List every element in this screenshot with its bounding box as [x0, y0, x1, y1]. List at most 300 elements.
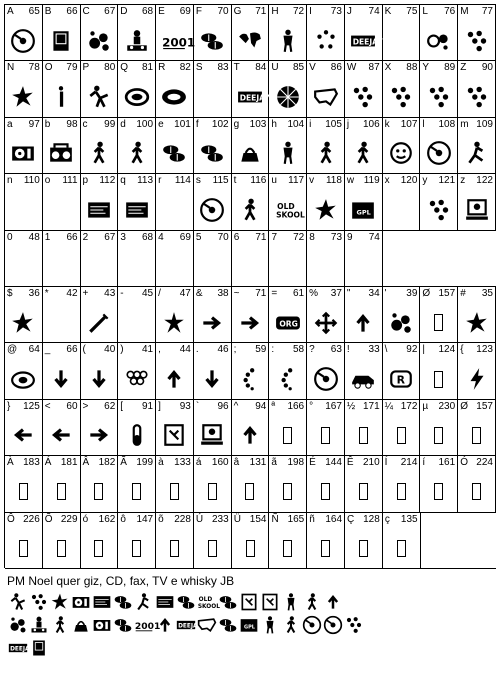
chip-icon — [48, 28, 74, 54]
glyph-cell — [269, 118, 307, 174]
glyph-code: 106 — [362, 118, 380, 130]
glyph-preview — [194, 533, 231, 564]
missing-glyph-box — [208, 483, 217, 500]
glyph-cell — [194, 513, 232, 569]
dots-icon — [464, 28, 490, 54]
glyph-preview — [345, 363, 382, 394]
glyph-code: 74 — [368, 231, 380, 243]
glyph-char-label: 0 — [7, 231, 13, 243]
glyph-code: 122 — [476, 175, 493, 187]
glyph-preview — [118, 25, 155, 56]
pills-icon — [113, 615, 133, 635]
glyph-preview — [232, 420, 269, 451]
glyph-cell — [420, 456, 458, 512]
glyph-code: 94 — [255, 400, 267, 412]
glyph-cell — [81, 400, 119, 456]
svg-text:DEEJAY: DEEJAY — [10, 646, 34, 652]
glyph-preview — [118, 476, 155, 507]
glyph-code: 43 — [104, 287, 116, 299]
lightning-icon — [464, 366, 490, 392]
glyph-preview — [269, 363, 306, 394]
glyph-preview — [156, 138, 193, 169]
glyph-code: 37 — [330, 287, 342, 299]
glyph-preview — [118, 194, 155, 225]
glyph-code: 35 — [481, 287, 493, 299]
glyph-cell — [232, 287, 270, 343]
glyph-preview — [194, 476, 231, 507]
glyph-code: 66 — [66, 6, 78, 17]
glyph-preview — [307, 307, 344, 338]
glyph-cell — [307, 231, 345, 287]
deejay-logo-icon — [8, 638, 34, 658]
glyph-char-label: d — [120, 118, 126, 130]
glyph-code: 90 — [481, 62, 493, 74]
glyph-cell — [307, 456, 345, 512]
glyph-code: 111 — [62, 175, 78, 187]
glyph-preview — [194, 363, 231, 394]
glyph-char-label: * — [44, 287, 49, 299]
glyph-code: 172 — [400, 400, 418, 412]
glyph-preview — [43, 420, 80, 451]
glyph-preview — [232, 251, 269, 282]
glyph-code: 78 — [28, 62, 40, 74]
glyph-char-label: Ñ — [271, 513, 279, 525]
glyph-preview — [118, 307, 155, 338]
glyph-cell — [118, 174, 156, 230]
glyph-code: 121 — [438, 175, 456, 187]
glyph-char-label: ] — [158, 400, 161, 412]
blank-icon — [388, 28, 414, 54]
dancer-icon — [50, 615, 70, 635]
glyph-cell — [156, 343, 194, 399]
missing-glyph-box — [94, 483, 103, 500]
glyph-code: 101 — [174, 118, 191, 130]
glyph-char-label: ) — [120, 344, 124, 356]
glyph-char-label: J — [346, 6, 352, 17]
glyph-cell — [81, 287, 119, 343]
arrow-left-icon — [10, 422, 36, 448]
glyph-preview — [307, 194, 344, 225]
glyph-cell — [118, 400, 156, 456]
glyph-preview — [5, 307, 42, 338]
blank-icon — [10, 253, 36, 279]
glyph-preview — [269, 25, 306, 56]
arrow-down-icon — [48, 366, 74, 392]
glyph-char-label: ( — [82, 344, 86, 356]
glyph-cell — [420, 5, 458, 61]
glyph-code: 183 — [23, 457, 40, 469]
glyph-preview — [383, 25, 420, 56]
dots-arc-icon — [275, 366, 301, 392]
arrow-cross-icon — [313, 310, 339, 336]
glyph-preview — [345, 194, 382, 225]
glyph-code: 230 — [438, 400, 456, 412]
old-skool-icon — [197, 592, 220, 612]
skater-icon — [134, 592, 154, 612]
glyph-cell — [81, 513, 119, 569]
blank-icon — [161, 197, 187, 223]
glyph-preview — [81, 194, 118, 225]
glyph-preview — [420, 420, 457, 451]
glyph-char-label: 8 — [309, 231, 315, 243]
glyph-preview — [118, 363, 155, 394]
glyph-code: 39 — [406, 287, 418, 299]
missing-glyph-box — [434, 314, 443, 331]
glyph-preview — [156, 81, 193, 112]
glyph-preview — [420, 25, 457, 56]
glyph-char-label: f — [195, 118, 199, 130]
glyph-preview — [5, 533, 42, 564]
turntable-icon — [10, 140, 36, 166]
specimen-row — [8, 590, 478, 613]
glyph-cell — [269, 287, 307, 343]
blank-icon — [199, 253, 225, 279]
glyph-preview — [232, 533, 269, 564]
glyph-code: 166 — [287, 400, 305, 412]
glyph-char-label: } — [7, 400, 11, 412]
glyph-char-label: k — [384, 118, 390, 130]
glyph-char-label: [ — [120, 400, 124, 412]
glyph-cell — [307, 61, 345, 117]
glyph-char-label: > — [82, 400, 89, 412]
flyer-icon — [92, 592, 112, 612]
glyph-char-label: % — [309, 287, 319, 299]
glyph-char-label: 1 — [44, 231, 51, 243]
org-logo-icon — [275, 310, 301, 336]
glyph-char-label: z — [460, 175, 466, 187]
glyph-preview — [269, 533, 306, 564]
glyph-code: 91 — [141, 400, 154, 412]
capsule-icon — [124, 422, 150, 448]
glyph-char-label: ~ — [233, 287, 240, 299]
glyph-preview — [307, 25, 344, 56]
glyph-char-label: U — [271, 62, 279, 74]
blank-icon — [275, 253, 301, 279]
glyph-cell — [5, 456, 43, 512]
glyph-code: 98 — [66, 118, 78, 130]
glyph-preview — [81, 476, 118, 507]
glyph-char-label: p — [82, 175, 89, 187]
glyph-cell — [81, 5, 119, 61]
glyph-cell — [5, 513, 43, 569]
glyph-cell — [420, 174, 458, 230]
glyph-code: 118 — [325, 175, 342, 187]
person-icon — [275, 140, 301, 166]
arrow-right-icon — [237, 310, 263, 336]
glyph-code: 115 — [212, 175, 229, 187]
glyph-cell — [232, 400, 270, 456]
pills-icon — [199, 28, 225, 54]
glyph-preview — [383, 194, 420, 225]
glyph-cell — [383, 343, 421, 399]
glyph-code: 84 — [255, 62, 267, 74]
svg-text:OLD: OLD — [198, 596, 213, 603]
missing-glyph-box — [283, 427, 292, 444]
dancer-icon — [350, 140, 376, 166]
grid-row — [5, 456, 496, 512]
glyph-code: 93 — [179, 400, 191, 412]
dots-arc-icon — [237, 366, 263, 392]
glyph-cell — [345, 287, 383, 343]
fighter-icon — [86, 84, 112, 110]
svg-text:GPL: GPL — [244, 623, 255, 630]
glyph-code: 40 — [104, 344, 116, 356]
glyph-code: 67 — [104, 6, 116, 17]
glyph-code: 67 — [104, 231, 116, 243]
arrow-down-icon — [199, 366, 225, 392]
glyph-cell — [43, 400, 81, 456]
glyph-code: 182 — [98, 457, 116, 469]
glyph-char-label: W — [346, 62, 357, 74]
glyph-cell — [383, 5, 421, 61]
glyph-char-label: K — [384, 6, 392, 17]
glyph-preview — [232, 138, 269, 169]
glyph-cell — [458, 231, 496, 287]
r-logo-icon — [388, 366, 414, 392]
glyph-code: 110 — [23, 175, 40, 187]
cd-icon — [199, 197, 225, 223]
smiley-icon — [388, 140, 414, 166]
usa-map-icon — [197, 615, 217, 635]
glyph-cell — [232, 343, 270, 399]
glyph-preview — [307, 363, 344, 394]
glyph-preview — [81, 363, 118, 394]
turntable-icon — [92, 615, 112, 635]
glyph-code: 114 — [174, 175, 191, 187]
glyph-cell — [232, 174, 270, 230]
glyph-cell — [194, 231, 232, 287]
glyph-cell — [43, 513, 81, 569]
glyph-cell — [118, 231, 156, 287]
glyph-preview — [43, 194, 80, 225]
missing-glyph-box — [434, 483, 443, 500]
glyph-cell — [269, 456, 307, 512]
glyph-char-label: g — [233, 118, 240, 130]
speaker-icon — [10, 366, 36, 392]
glyph-code: 154 — [249, 513, 267, 525]
missing-glyph-box — [132, 540, 141, 557]
glyph-char-label: Â — [82, 457, 90, 469]
glyph-preview — [5, 476, 42, 507]
blank-icon — [388, 197, 414, 223]
blank-icon — [86, 253, 112, 279]
glyph-char-label: , — [158, 344, 161, 356]
glyph-cell — [118, 513, 156, 569]
glyph-preview — [81, 533, 118, 564]
glyph-cell — [232, 5, 270, 61]
2001-logo-icon — [134, 615, 161, 635]
dots-icon — [426, 84, 452, 110]
glyph-char-label: v — [309, 175, 315, 187]
glyph-cell — [307, 174, 345, 230]
glyph-char-label: H — [271, 6, 279, 17]
glyph-cell — [269, 231, 307, 287]
glyph-char-label: ` — [195, 400, 200, 412]
glyph-char-label: b — [44, 118, 51, 130]
glyph-code: 199 — [136, 457, 154, 469]
glyph-code: 144 — [325, 457, 342, 469]
glyph-preview — [232, 476, 269, 507]
glyph-preview — [156, 363, 193, 394]
glyph-code: 73 — [330, 6, 342, 17]
glyph-preview — [232, 307, 269, 338]
glyph-cell — [458, 343, 496, 399]
glyph-preview — [5, 420, 42, 451]
pills-icon — [218, 615, 238, 635]
glyph-code: 80 — [104, 62, 116, 74]
glyph-cell — [345, 174, 383, 230]
blank-icon — [313, 253, 339, 279]
missing-glyph-box — [283, 483, 292, 500]
pills-icon — [218, 592, 238, 612]
boombox-icon — [48, 140, 74, 166]
glyph-specimen — [8, 590, 478, 659]
glyph-char-label: M — [460, 6, 469, 17]
glyph-preview — [458, 307, 495, 338]
glyph-char-label: 7 — [271, 231, 278, 243]
glyph-cell — [118, 287, 156, 343]
glyph-char-label: S — [195, 62, 203, 74]
glyph-cell — [118, 5, 156, 61]
glyph-code: 41 — [141, 344, 154, 356]
glyph-char-label: À — [7, 457, 14, 469]
glyph-code: 82 — [179, 62, 191, 74]
glyph-preview — [43, 476, 80, 507]
glyph-char-label: 9 — [347, 231, 353, 243]
glyph-cell — [420, 400, 458, 456]
glyph-preview — [194, 307, 231, 338]
missing-glyph-box — [321, 483, 330, 500]
glyph-code: 46 — [217, 344, 229, 356]
glyph-cell — [5, 118, 43, 174]
glyph-char-label: s — [195, 175, 201, 187]
glyph-preview — [81, 138, 118, 169]
person-icon — [275, 28, 301, 54]
glyph-cell — [156, 118, 194, 174]
glyph-preview — [345, 420, 382, 451]
glyph-code: 33 — [368, 344, 380, 356]
glyph-char-label: Ø — [460, 400, 468, 412]
glyph-char-label: $ — [7, 287, 13, 299]
glyph-code: 171 — [362, 400, 380, 412]
glyph-char-label: L — [422, 6, 428, 17]
glyph-code: 76 — [444, 6, 456, 17]
glyph-char-label: ° — [309, 400, 314, 412]
glyph-code: 69 — [179, 231, 191, 243]
glyph-code: 70 — [217, 231, 229, 243]
glyph-cell — [383, 456, 421, 512]
glyph-preview — [5, 363, 42, 394]
grid-row — [5, 118, 496, 174]
glyph-code: 214 — [400, 457, 418, 469]
glyph-char-label: P — [82, 62, 90, 74]
glyph-char-label: N — [7, 62, 15, 74]
cd-icon — [10, 28, 36, 54]
glyph-code: 74 — [368, 6, 380, 17]
sparkle-icon — [313, 28, 339, 54]
glyph-char-label: Á — [44, 457, 52, 469]
glyph-preview — [5, 251, 42, 282]
glyph-char-label: Ç — [347, 513, 355, 525]
glyph-preview — [458, 420, 495, 451]
glyph-cell — [307, 5, 345, 61]
flyer-icon — [124, 197, 150, 223]
glyph-code: 89 — [444, 62, 456, 74]
glyph-preview — [43, 81, 80, 112]
glyph-preview — [118, 420, 155, 451]
person-icon — [260, 615, 280, 635]
glyph-char-label: h — [271, 118, 277, 130]
glyph-code: 47 — [179, 287, 191, 299]
glyph-char-label: ç — [384, 513, 390, 525]
glyph-preview — [307, 533, 344, 564]
skater-icon — [464, 140, 490, 166]
glyph-char-label: C — [82, 6, 90, 17]
missing-glyph-box — [472, 427, 481, 444]
glyph-cell — [458, 456, 496, 512]
arrow-up-icon — [323, 592, 343, 612]
glyph-cell — [307, 400, 345, 456]
glyph-cell — [458, 513, 496, 569]
glyph-cell — [307, 118, 345, 174]
glyph-preview — [345, 25, 382, 56]
glyph-char-label: B — [44, 6, 52, 17]
glyph-code: 105 — [325, 118, 342, 130]
glyph-code: 97 — [28, 118, 40, 130]
glyph-char-label: \ — [384, 344, 388, 356]
glyph-cell — [269, 400, 307, 456]
grid-row — [5, 231, 496, 287]
glyph-cell — [345, 513, 383, 569]
grid-row — [5, 5, 496, 61]
glyph-char-label: E — [158, 6, 165, 17]
glyph-code: 60 — [66, 400, 78, 412]
glyph-preview — [383, 307, 420, 338]
glyph-preview — [383, 476, 420, 507]
glyph-char-label: Q — [120, 62, 129, 74]
glyph-cell — [5, 287, 43, 343]
glyph-preview — [194, 25, 231, 56]
glyph-preview — [420, 476, 457, 507]
glyph-char-label: Ô — [7, 513, 15, 525]
glyph-cell — [43, 118, 81, 174]
glyph-cell — [43, 456, 81, 512]
cake-icon — [237, 140, 263, 166]
dots-icon — [464, 84, 490, 110]
glyph-char-label: { — [460, 344, 464, 356]
glyph-code: 63 — [330, 344, 342, 356]
glyph-code: 77 — [481, 6, 493, 17]
svg-text:ORG: ORG — [279, 318, 298, 328]
missing-glyph-box — [170, 483, 179, 500]
glyph-preview — [156, 307, 193, 338]
glyph-char-label: 3 — [120, 231, 126, 243]
glyph-preview — [345, 476, 382, 507]
blank-icon — [48, 310, 74, 336]
glyph-char-label: ª — [271, 400, 276, 412]
glyph-preview — [458, 476, 495, 507]
glyph-preview — [156, 25, 196, 56]
glyph-code: 99 — [104, 118, 116, 130]
arrow-down-icon — [86, 366, 112, 392]
splat-icon — [464, 310, 490, 336]
world-map-icon — [237, 28, 263, 54]
glyph-preview — [307, 138, 344, 169]
glyph-char-label: à — [158, 457, 164, 469]
arrow-up-icon — [155, 615, 175, 635]
glyph-cell — [383, 61, 421, 117]
gpl-icon — [239, 615, 259, 635]
